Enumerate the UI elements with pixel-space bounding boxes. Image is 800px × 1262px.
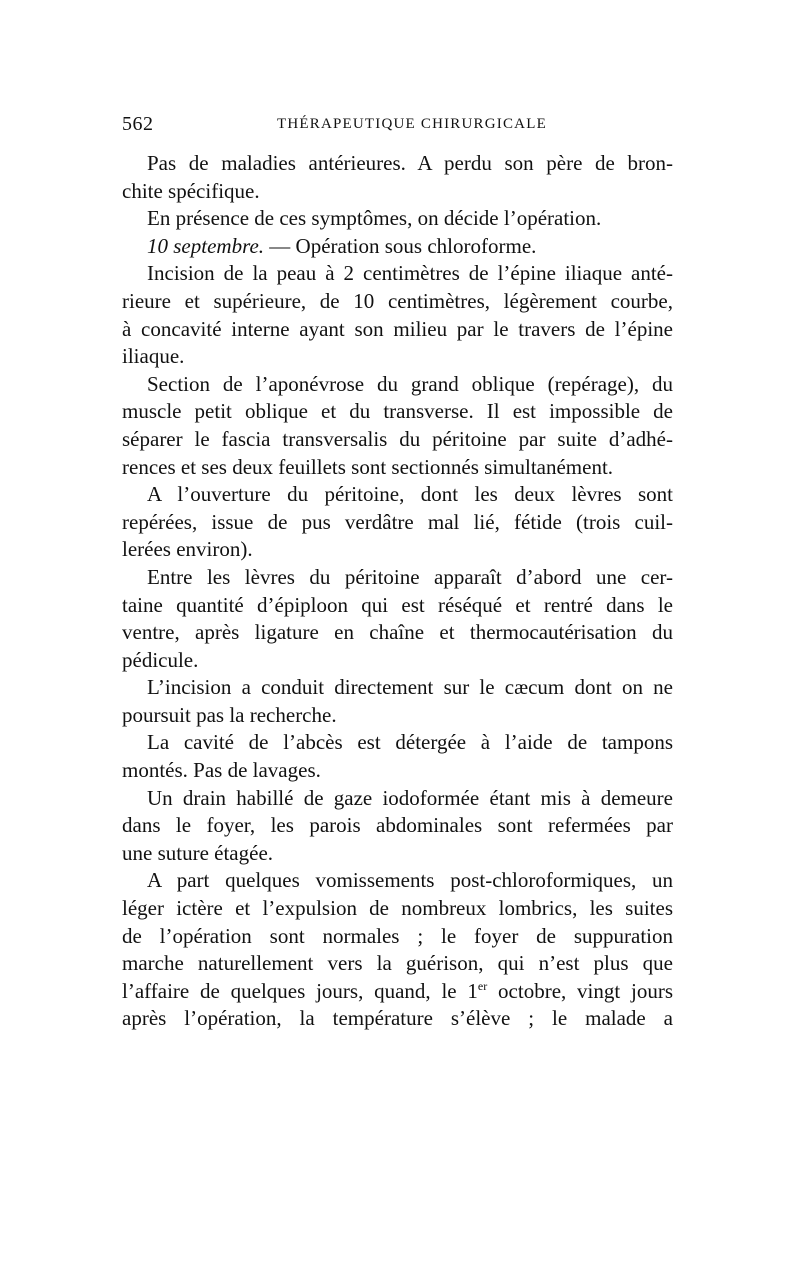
text-line: iliaque. — [122, 344, 185, 369]
text-line: A part quelques vomissements post-chloroformiques, un — [147, 868, 673, 893]
running-title: THÉRAPEUTIQUE CHIRURGICALE — [277, 116, 547, 132]
text-line: de l’opération sont normales ; le foyer de suppuration — [122, 923, 673, 948]
text-line: lerées environ). — [122, 537, 253, 562]
text-line: Incision de la peau à 2 centimètres de l’épine iliaque anté- — [147, 261, 673, 286]
text-line: dans le foyer, les parois abdominales sont refermées par — [122, 813, 673, 838]
paragraph-abces — [122, 729, 673, 784]
text-line: ventre, après ligature en chaîne et thermocautérisation du — [122, 620, 673, 645]
paragraph-suites — [122, 867, 673, 1033]
text-line: En présence de ces symptômes, on décide l’opération. — [147, 206, 602, 231]
text-line — [122, 233, 673, 261]
text-line: marche naturellement vers la guérison, qui n’est plus que — [122, 951, 673, 976]
text-line: à concavité interne ayant son milieu par le travers de l’épine — [122, 316, 673, 341]
paragraph-drain — [122, 785, 673, 868]
paragraph-ouverture — [122, 481, 673, 564]
paragraph-epiploon — [122, 564, 673, 674]
paragraph-caecum — [122, 674, 673, 729]
operation-note: — Opération sous chloroforme. — [269, 233, 537, 258]
paragraph-section — [122, 371, 673, 481]
text-line: taine quantité d’épiploon qui est réséqué et rentré dans le — [122, 592, 673, 617]
text-line: rieure et supérieure, de 10 centimètres, légèrement courbe, — [122, 288, 673, 313]
text-fragment: l’affaire de quelques jours, quand, le 1 — [122, 978, 478, 1003]
text-line — [122, 978, 673, 1006]
running-head — [122, 113, 670, 139]
text-line: La cavité de l’abcès est détergée à l’aide de tampons — [147, 730, 673, 755]
text-line: chite spécifique. — [122, 178, 260, 203]
text-line: A l’ouverture du péritoine, dont les deux lèvres sont — [147, 482, 673, 507]
text-line: après l’opération, la température s’élève ; le malade a — [122, 1006, 673, 1031]
page-number: 562 — [122, 113, 154, 135]
text-line: Un drain habillé de gaze iodoformée étant mis à demeure — [147, 785, 673, 810]
text-line: une suture étagée. — [122, 840, 274, 865]
paragraph-antecedents — [122, 150, 673, 205]
paragraph-incision — [122, 260, 673, 370]
text-line: Section de l’aponévrose du grand oblique (repérage), du — [147, 371, 673, 396]
body-text — [122, 150, 673, 1033]
text-line: montés. Pas de lavages. — [122, 758, 321, 783]
text-line: muscle petit oblique et du transverse. Il est impossible de — [122, 399, 673, 424]
operation-date: 10 septembre. — [147, 233, 265, 258]
paragraph-operation-date — [122, 233, 673, 261]
text-line: rences et ses deux feuillets sont sectionnés simultanément. — [122, 454, 614, 479]
text-line: pédicule. — [122, 647, 199, 672]
text-line: poursuit pas la recherche. — [122, 702, 337, 727]
text-line: repérées, issue de pus verdâtre mal lié, fétide (trois cuil- — [122, 509, 673, 534]
text-line: L’incision a conduit directement sur le cæcum dont on ne — [147, 675, 673, 700]
ordinal-superscript: er — [477, 978, 488, 993]
text-fragment: octobre, vingt jours — [487, 978, 674, 1003]
text-line: Entre les lèvres du péritoine apparaît d’abord une cer- — [147, 564, 673, 589]
text-line: Pas de maladies antérieures. A perdu son père de bron- — [147, 151, 673, 175]
text-line: séparer le fascia transversalis du péritoine par suite d’adhé- — [122, 426, 673, 451]
text-line: léger ictère et l’expulsion de nombreux lombrics, les suites — [122, 896, 673, 921]
paragraph-decision — [122, 205, 673, 233]
